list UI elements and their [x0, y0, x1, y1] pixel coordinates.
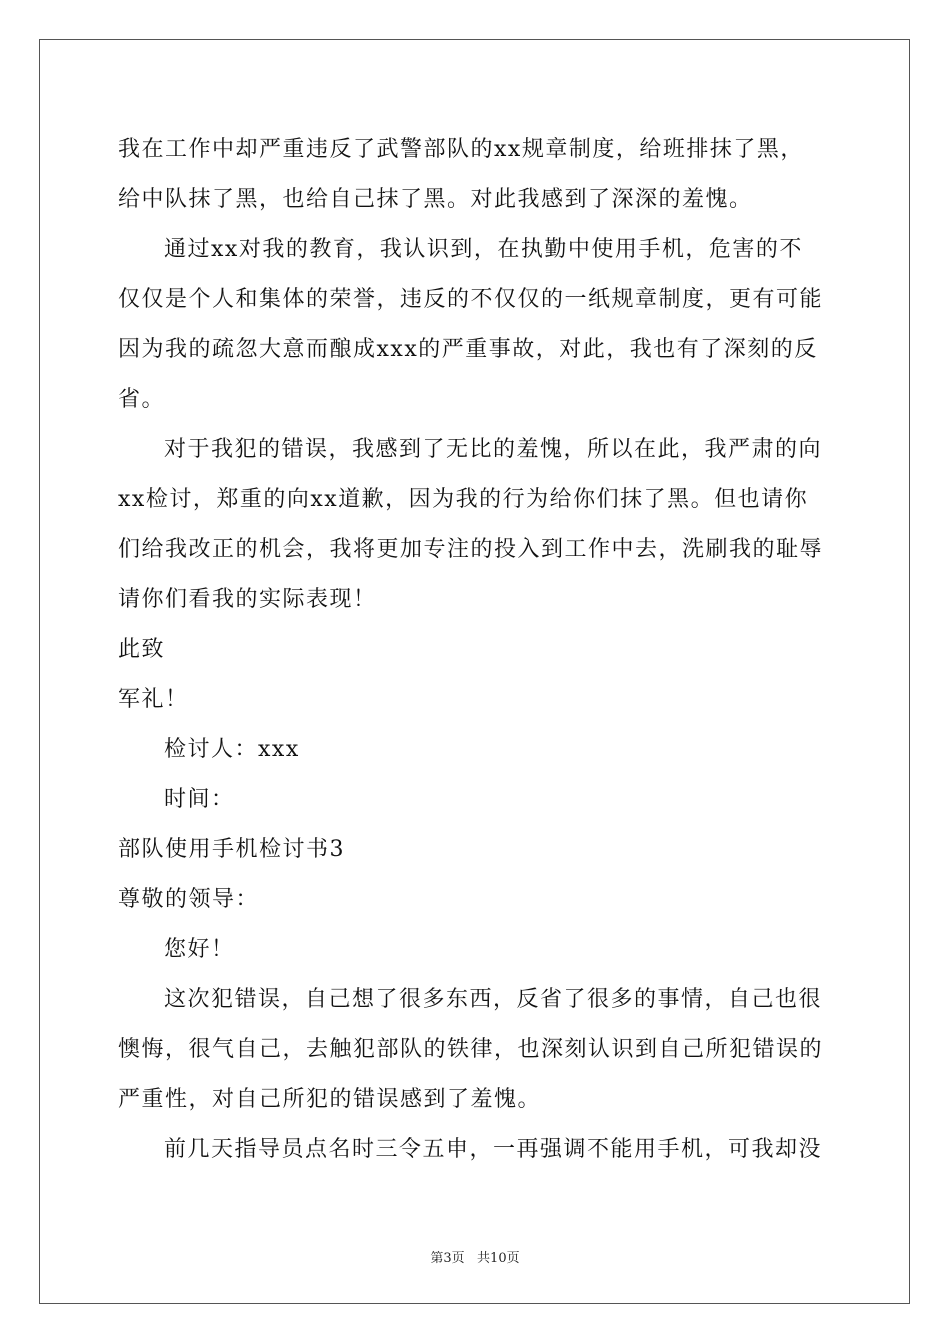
- greeting-line: 尊敬的领导：: [118, 887, 260, 912]
- closing-salute: 军礼！: [118, 687, 189, 712]
- text-line: 这次犯错误，自己想了很多东西，反省了很多的事情，自己也很: [164, 987, 823, 1012]
- text-line: 们给我改正的机会，我将更加专注的投入到工作中去，洗刷我的耻辱: [118, 537, 824, 562]
- text-line: 懊悔，很气自己，去触犯部队的铁律，也深刻认识到自己所犯错误的: [118, 1037, 824, 1062]
- text-line: 对于我犯的错误，我感到了无比的羞愧，所以在此，我严肃的向: [164, 437, 823, 462]
- text-line: 我在工作中却严重违反了武警部队的xx规章制度，给班排抹了黑，: [118, 137, 804, 162]
- text-line: 通过xx对我的教育，我认识到，在执勤中使用手机，危害的不: [164, 237, 803, 262]
- date-line: 时间：: [164, 787, 235, 812]
- page-number-footer: 第3页 共10页: [430, 1251, 520, 1266]
- text-line: 省。: [118, 387, 166, 412]
- section-title: 部队使用手机检讨书3: [118, 837, 345, 862]
- text-line: 请你们看我的实际表现！: [118, 587, 377, 612]
- text-line: 因为我的疏忽大意而酿成xxx的严重事故，对此，我也有了深刻的反: [118, 337, 818, 362]
- greeting-line: 您好！: [164, 937, 235, 962]
- text-line: 严重性，对自己所犯的错误感到了羞愧。: [118, 1087, 542, 1112]
- text-line: xx检讨，郑重的向xx道歉，因为我的行为给你们抹了黑。但也请你: [118, 487, 809, 512]
- closing-salutation: 此致: [118, 637, 166, 662]
- text-line: 给中队抹了黑，也给自己抹了黑。对此我感到了深深的羞愧。: [118, 187, 753, 212]
- document-body: [118, 125, 834, 1175]
- signature-line: 检讨人：xxx: [164, 737, 300, 762]
- text-line: 前几天指导员点名时三令五申，一再强调不能用手机，可我却没: [164, 1137, 823, 1162]
- text-line: 仅仅是个人和集体的荣誉，违反的不仅仅的一纸规章制度，更有可能: [118, 287, 824, 312]
